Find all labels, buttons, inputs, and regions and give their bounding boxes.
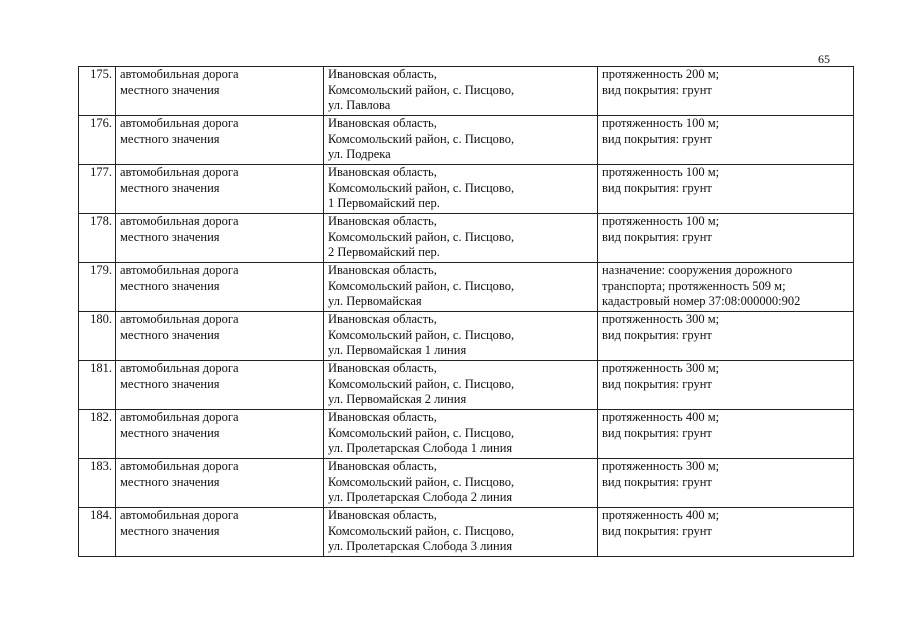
description-line: транспорта; протяженность 509 м; <box>602 278 786 293</box>
address-line: 2 Первомайский пер. <box>328 245 440 259</box>
object-type-cell <box>116 361 324 410</box>
address-cell <box>324 263 598 312</box>
address-cell <box>324 165 598 214</box>
description-line: протяженность 300 м; <box>602 312 720 326</box>
description-line: вид покрытия: грунт <box>602 425 712 440</box>
description-cell <box>598 312 854 361</box>
object-type-line: местного значения <box>120 425 220 440</box>
description-cell <box>598 116 854 165</box>
description-line: вид покрытия: грунт <box>602 131 712 146</box>
table-row <box>79 312 854 361</box>
address-cell <box>324 67 598 116</box>
registry-table-body <box>79 67 854 557</box>
description-cell <box>598 410 854 459</box>
row-number: 183. <box>79 459 116 508</box>
description-cell <box>598 214 854 263</box>
address-cell <box>324 410 598 459</box>
description-cell <box>598 361 854 410</box>
object-type-line: местного значения <box>120 131 220 146</box>
page-number: 65 <box>818 52 830 66</box>
description-line: протяженность 100 м; <box>602 165 720 179</box>
description-line: вид покрытия: грунт <box>602 229 712 244</box>
object-type-cell <box>116 67 324 116</box>
object-type-cell <box>116 214 324 263</box>
object-type-line: автомобильная дорога <box>120 508 239 522</box>
description-line: протяженность 200 м; <box>602 67 720 81</box>
object-type-line: автомобильная дорога <box>120 116 239 130</box>
address-line: Комсомольский район, с. Писцово, <box>328 82 515 97</box>
object-type-line: автомобильная дорога <box>120 165 239 179</box>
table-row <box>79 508 854 557</box>
object-type-cell <box>116 410 324 459</box>
table-row <box>79 165 854 214</box>
address-line: ул. Пролетарская Слобода 2 линия <box>328 490 513 504</box>
object-type-line: автомобильная дорога <box>120 263 239 277</box>
address-line: Комсомольский район, с. Писцово, <box>328 131 515 146</box>
description-line: протяженность 300 м; <box>602 459 720 473</box>
address-line: ул. Пролетарская Слобода 1 линия <box>328 441 513 455</box>
object-type-line: местного значения <box>120 278 220 293</box>
description-cell <box>598 459 854 508</box>
address-line: Комсомольский район, с. Писцово, <box>328 474 515 489</box>
address-line: Ивановская область, <box>328 312 437 326</box>
description-line: вид покрытия: грунт <box>602 523 712 538</box>
description-line: протяженность 100 м; <box>602 116 720 130</box>
table-row <box>79 410 854 459</box>
description-cell <box>598 67 854 116</box>
address-line: ул. Павлова <box>328 98 391 112</box>
address-line: ул. Подрека <box>328 147 391 161</box>
row-number: 176. <box>79 116 116 165</box>
table-row <box>79 361 854 410</box>
row-number: 181. <box>79 361 116 410</box>
address-line: Ивановская область, <box>328 67 437 81</box>
description-line: вид покрытия: грунт <box>602 474 712 489</box>
address-cell <box>324 361 598 410</box>
description-line: протяженность 400 м; <box>602 508 720 522</box>
address-line: Ивановская область, <box>328 459 437 473</box>
address-line: ул. Первомайская <box>328 294 422 308</box>
description-line: протяженность 300 м; <box>602 361 720 375</box>
address-line: Комсомольский район, с. Писцово, <box>328 327 515 342</box>
address-cell <box>324 312 598 361</box>
row-number: 184. <box>79 508 116 557</box>
object-type-cell <box>116 116 324 165</box>
object-type-line: автомобильная дорога <box>120 214 239 228</box>
object-type-line: местного значения <box>120 327 220 342</box>
address-line: Ивановская область, <box>328 410 437 424</box>
row-number: 177. <box>79 165 116 214</box>
address-cell <box>324 508 598 557</box>
object-type-cell <box>116 508 324 557</box>
address-line: Комсомольский район, с. Писцово, <box>328 180 515 195</box>
object-type-cell <box>116 312 324 361</box>
description-cell <box>598 508 854 557</box>
address-line: Ивановская область, <box>328 214 437 228</box>
description-line: вид покрытия: грунт <box>602 82 712 97</box>
row-number: 179. <box>79 263 116 312</box>
table-row <box>79 459 854 508</box>
address-cell <box>324 459 598 508</box>
address-line: ул. Пролетарская Слобода 3 линия <box>328 539 513 553</box>
address-line: Ивановская область, <box>328 165 437 179</box>
address-cell <box>324 214 598 263</box>
address-cell <box>324 116 598 165</box>
address-line: Комсомольский район, с. Писцово, <box>328 425 515 440</box>
address-line: 1 Первомайский пер. <box>328 196 440 210</box>
object-type-line: автомобильная дорога <box>120 312 239 326</box>
row-number: 182. <box>79 410 116 459</box>
object-type-line: местного значения <box>120 523 220 538</box>
description-line: протяженность 400 м; <box>602 410 720 424</box>
table-row <box>79 214 854 263</box>
object-type-line: местного значения <box>120 376 220 391</box>
address-line: Ивановская область, <box>328 361 437 375</box>
object-type-line: местного значения <box>120 82 220 97</box>
table-row <box>79 263 854 312</box>
address-line: ул. Первомайская 1 линия <box>328 343 467 357</box>
description-line: вид покрытия: грунт <box>602 180 712 195</box>
object-type-line: местного значения <box>120 474 220 489</box>
address-line: Ивановская область, <box>328 508 437 522</box>
description-line: кадастровый номер 37:08:000000:902 <box>602 294 801 308</box>
description-cell <box>598 263 854 312</box>
address-line: Комсомольский район, с. Писцово, <box>328 278 515 293</box>
table-row <box>79 67 854 116</box>
address-line: Комсомольский район, с. Писцово, <box>328 229 515 244</box>
object-type-line: автомобильная дорога <box>120 361 239 375</box>
address-line: Ивановская область, <box>328 263 437 277</box>
object-type-line: автомобильная дорога <box>120 459 239 473</box>
object-type-line: местного значения <box>120 180 220 195</box>
object-type-cell <box>116 459 324 508</box>
address-line: Ивановская область, <box>328 116 437 130</box>
description-line: назначение: сооружения дорожного <box>602 263 793 277</box>
row-number: 180. <box>79 312 116 361</box>
description-cell <box>598 165 854 214</box>
address-line: Комсомольский район, с. Писцово, <box>328 376 515 391</box>
row-number: 178. <box>79 214 116 263</box>
description-line: вид покрытия: грунт <box>602 376 712 391</box>
object-type-cell <box>116 263 324 312</box>
object-type-line: автомобильная дорога <box>120 410 239 424</box>
description-line: вид покрытия: грунт <box>602 327 712 342</box>
roads-registry-table <box>78 66 854 557</box>
table-row <box>79 116 854 165</box>
object-type-line: местного значения <box>120 229 220 244</box>
address-line: Комсомольский район, с. Писцово, <box>328 523 515 538</box>
object-type-cell <box>116 165 324 214</box>
object-type-line: автомобильная дорога <box>120 67 239 81</box>
row-number: 175. <box>79 67 116 116</box>
address-line: ул. Первомайская 2 линия <box>328 392 467 406</box>
description-line: протяженность 100 м; <box>602 214 720 228</box>
